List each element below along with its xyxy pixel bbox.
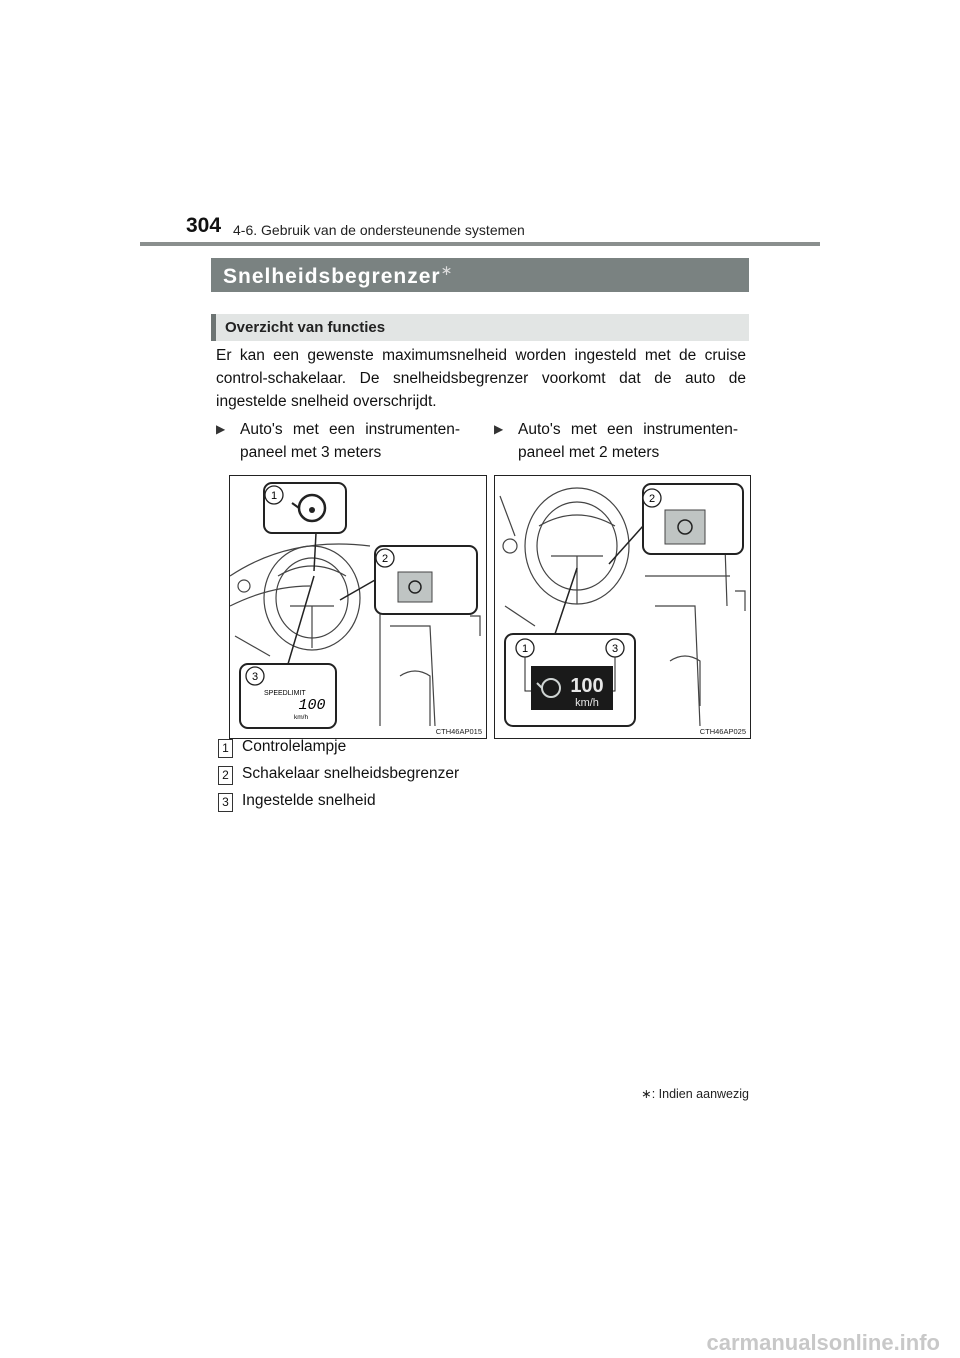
legend-number: 2 (218, 766, 233, 785)
legend-text: Controlelampje (242, 738, 347, 755)
callout-2: 2 (648, 493, 656, 505)
display-value: 100 (570, 675, 604, 697)
page-title-text: Snelheidsbegrenzer (223, 265, 441, 288)
figure-code: CTH46AP025 (699, 727, 746, 736)
section-path: 4-6. Gebruik van de ondersteunende systemen (233, 222, 525, 238)
callout-3: 3 (251, 671, 259, 683)
display-speedlimit-label: SPEEDLIMIT (264, 690, 306, 697)
callout-3: 3 (611, 643, 619, 655)
intro-paragraph: Er kan een gewenste maximumsnelheid worden ingesteld met de cruise control-schakelaar. De snelheidsbegrenzer voorkomt dat de auto de ingestelde snelheid overschrijdt. (216, 347, 746, 410)
triangle-bullet-icon: ▶ (494, 422, 504, 436)
variant-label: Auto's met een instrumenten-paneel met 3 meters (240, 421, 460, 461)
watermark: carmanualsonline.info (706, 1330, 940, 1355)
callout-1: 1 (521, 643, 529, 655)
page-title (223, 262, 453, 289)
dashboard-illustration-1 (230, 476, 486, 738)
figure-2-meters (494, 475, 751, 739)
footnote-marker: ∗ (641, 1087, 652, 1101)
variant-2-meters (494, 418, 754, 468)
figure-3-meters (229, 475, 487, 739)
footnote (600, 1086, 749, 1101)
display-value: 100 (298, 697, 326, 714)
display-unit: km/h (294, 714, 309, 721)
subsection-bar (211, 314, 749, 341)
dashboard-illustration-2 (495, 476, 750, 738)
legend-text: Ingestelde snelheid (242, 792, 376, 809)
legend-number: 1 (218, 739, 233, 758)
title-bar (211, 258, 749, 292)
page-number: 304 (186, 214, 222, 237)
figure-code: CTH46AP015 (435, 727, 482, 736)
variant-label: Auto's met een instrumenten-paneel met 2 meters (518, 421, 738, 461)
subsection-marker (211, 314, 216, 341)
variant-3-meters (216, 418, 476, 468)
header-rule (140, 242, 820, 246)
optional-marker: ∗ (440, 262, 454, 278)
triangle-bullet-icon: ▶ (216, 422, 226, 436)
callout-2: 2 (381, 553, 389, 565)
legend-text: Schakelaar snelheidsbegrenzer (242, 765, 460, 782)
legend-number: 3 (218, 793, 233, 812)
display-unit: km/h (575, 697, 599, 709)
callout-1: 1 (270, 490, 278, 502)
footnote-text: : Indien aanwezig (651, 1087, 749, 1101)
subsection-title: Overzicht van functies (225, 319, 386, 336)
